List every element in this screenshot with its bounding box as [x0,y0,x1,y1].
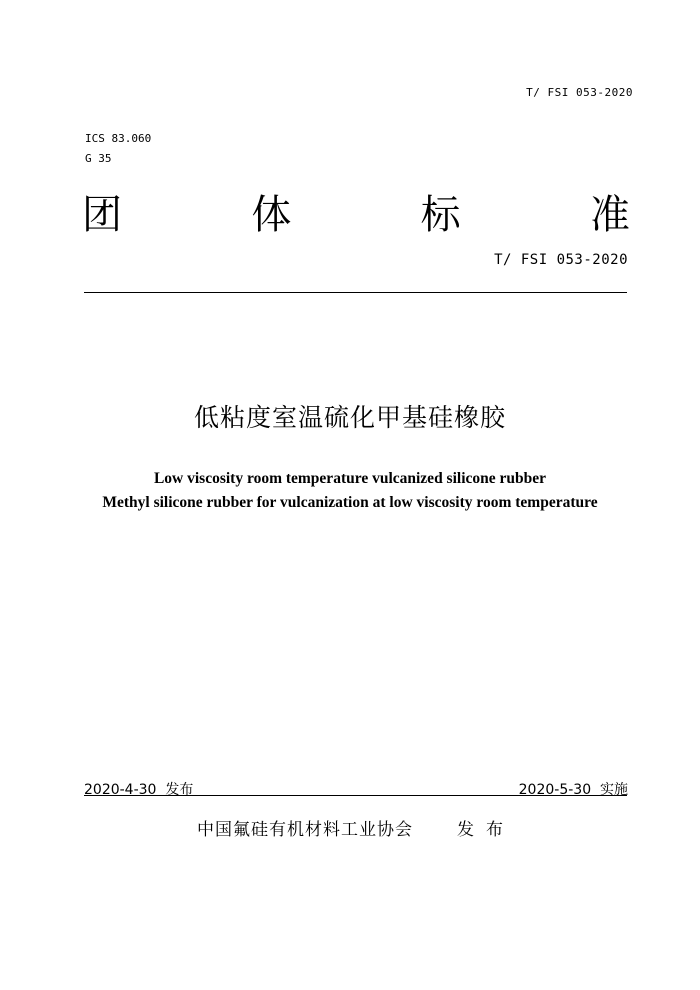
ccs-code: G 35 [85,152,112,165]
standard-type-char: 准 [589,192,630,238]
english-title-line-2: Methyl silicone rubber for vulcanization at low viscosity room temperature [102,494,598,511]
header-standard-code: T/ FSI 053-2020 [526,86,633,99]
publish-date: 2020-4-30 发布 [84,782,194,798]
issue-label: 发布 [457,820,515,840]
standard-type-char: 体 [251,192,292,238]
chinese-title: 低粘度室温硫化甲基硅橡胶 [193,403,506,432]
standard-type-char: 标 [420,192,461,238]
footer-divider [84,795,627,796]
standard-type-heading [82,192,630,238]
english-title-line-1: Low viscosity room temperature vulcanized silicone rubber [153,470,547,487]
issuing-organization: 中国氟硅有机材料工业协会 [197,820,413,840]
implementation-date: 2020-5-30 实施 [518,782,628,798]
header-divider [84,292,627,293]
standard-number: T/ FSI 053-2020 [494,252,628,268]
standard-type-char: 团 [82,192,122,238]
ics-code: ICS 83.060 [85,132,152,145]
